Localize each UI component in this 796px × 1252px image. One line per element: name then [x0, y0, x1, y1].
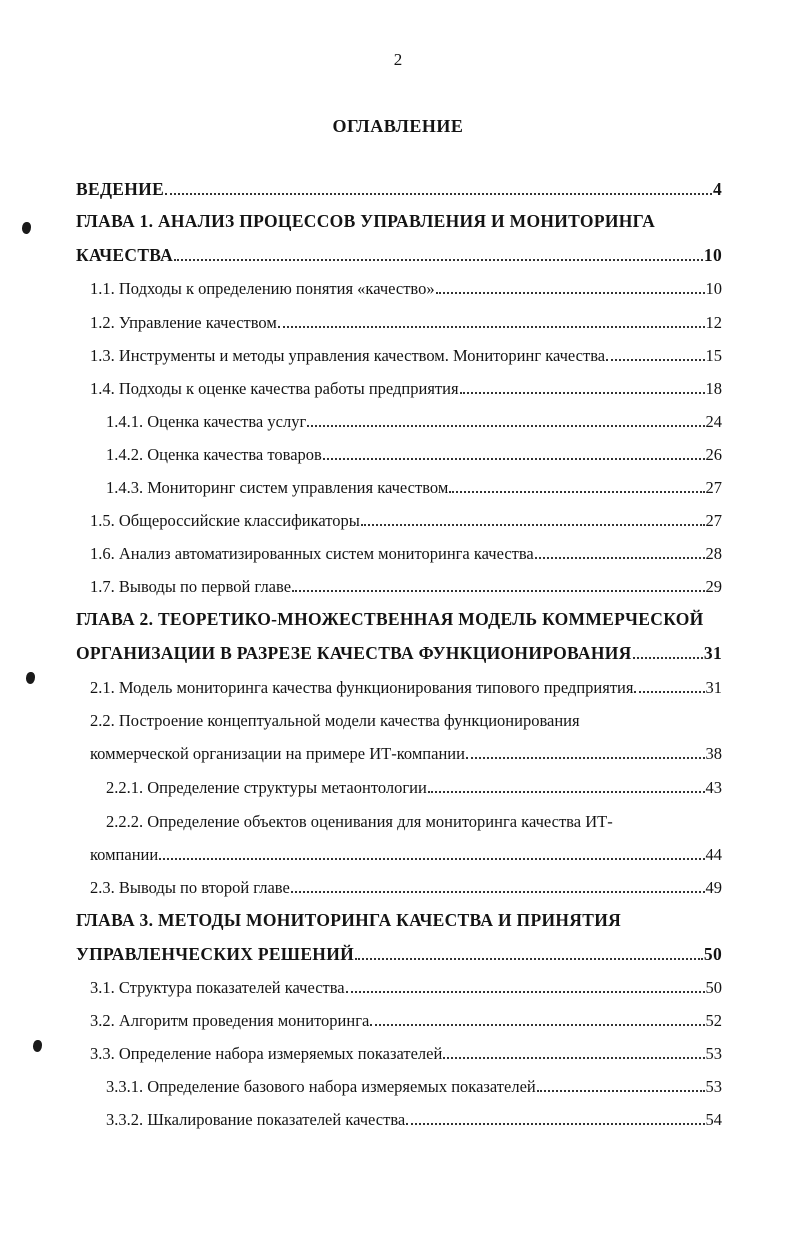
toc-entry[interactable]: ВЕДЕНИЕ 4: [76, 179, 722, 199]
toc-entry[interactable]: 2.2. Построение концептуальной модели качества функционирования: [90, 711, 580, 730]
toc-entry[interactable]: коммерческой организации на примере ИТ-компании 38: [90, 744, 722, 763]
page-title: ОГЛАВЛЕНИЕ: [332, 116, 464, 136]
toc-entry[interactable]: 2.1. Модель мониторинга качества функционирования типового предприятия 31: [90, 678, 722, 697]
toc-entry[interactable]: 3.3.1. Определение базового набора измеряемых показателей 53: [106, 1077, 722, 1096]
toc-entry[interactable]: ОРГАНИЗАЦИИ В РАЗРЕЗЕ КАЧЕСТВА ФУНКЦИОНИРОВАНИЯ 31: [76, 643, 722, 663]
toc-entry[interactable]: 1.4.1. Оценка качества услуг 24: [106, 412, 722, 431]
toc-entry[interactable]: УПРАВЛЕНЧЕСКИХ РЕШЕНИЙ 50: [76, 944, 722, 964]
toc-entry[interactable]: 2.2.2. Определение объектов оценивания для мониторинга качества ИТ-: [106, 812, 613, 831]
toc-entry[interactable]: КАЧЕСТВА 10: [76, 245, 722, 265]
toc-entry[interactable]: 1.1. Подходы к определению понятия «качество» 10: [90, 279, 722, 298]
toc-entry[interactable]: 2.3. Выводы по второй главе 49: [90, 878, 722, 897]
page-number: 2: [393, 50, 403, 69]
toc-entry[interactable]: 1.4.3. Мониторинг систем управления качеством 27: [106, 478, 722, 497]
toc-entry[interactable]: ГЛАВА 1. АНАЛИЗ ПРОЦЕССОВ УПРАВЛЕНИЯ И МОНИТОРИНГА: [76, 211, 656, 231]
toc-entry[interactable]: 1.3. Инструменты и методы управления качеством. Мониторинг качества 15: [90, 346, 722, 365]
toc-entry[interactable]: 1.4.2. Оценка качества товаров 26: [106, 445, 722, 464]
toc-entry[interactable]: 1.4. Подходы к оценке качества работы предприятия 18: [90, 379, 722, 398]
toc-entry[interactable]: 3.3. Определение набора измеряемых показателей 53: [90, 1044, 722, 1063]
toc-entry[interactable]: компании 44: [90, 845, 722, 864]
toc-entry[interactable]: 3.3.2. Шкалирование показателей качества 54: [106, 1110, 722, 1129]
toc-entry[interactable]: 1.6. Анализ автоматизированных систем мониторинга качества 28: [90, 544, 722, 563]
toc-entry[interactable]: 3.2. Алгоритм проведения мониторинга 52: [90, 1011, 722, 1030]
toc-entry[interactable]: 3.1. Структура показателей качества 50: [90, 978, 722, 997]
scan-mark: [22, 222, 31, 234]
toc-entry[interactable]: ГЛАВА 2. ТЕОРЕТИКО-МНОЖЕСТВЕННАЯ МОДЕЛЬ КОММЕРЧЕСКОЙ: [76, 609, 704, 629]
toc-entry[interactable]: 2.2.1. Определение структуры метаонтологии 43: [106, 778, 722, 797]
toc-entry[interactable]: 1.2. Управление качеством 12: [90, 313, 722, 332]
toc-entry[interactable]: 1.5. Общероссийские классификаторы 27: [90, 511, 722, 530]
scan-mark: [26, 672, 35, 684]
toc-entry[interactable]: ГЛАВА 3. МЕТОДЫ МОНИТОРИНГА КАЧЕСТВА И ПРИНЯТИЯ: [76, 910, 622, 930]
scan-mark: [33, 1040, 42, 1052]
toc-entry[interactable]: 1.7. Выводы по первой главе 29: [90, 577, 722, 596]
